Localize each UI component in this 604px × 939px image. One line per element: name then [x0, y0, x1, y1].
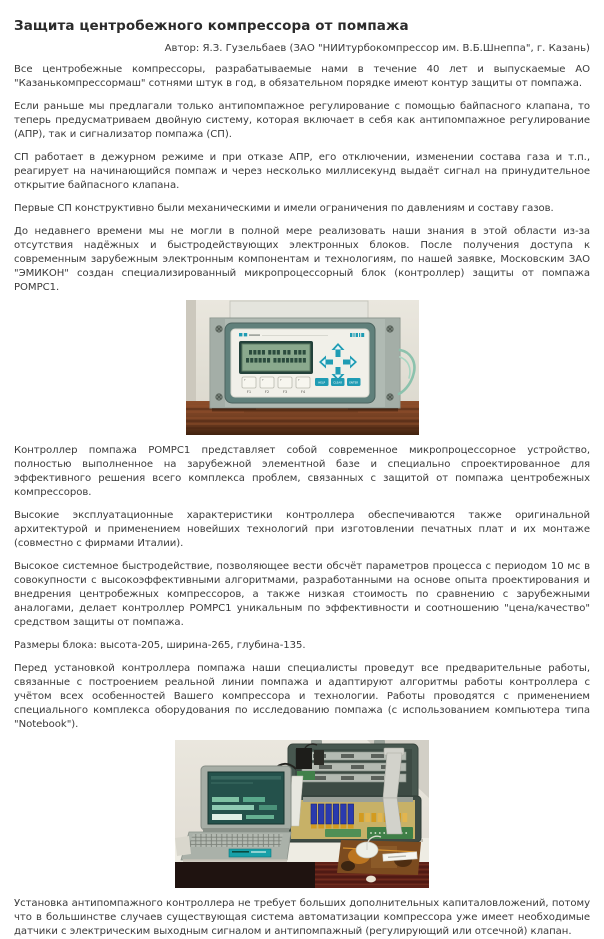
- f3-key-mark: F: [279, 378, 282, 382]
- lcd-text-row-2: [246, 358, 306, 363]
- device-shadow: [212, 408, 398, 412]
- paragraph-9: Размеры блока: высота-205, ширина-265, глубина-135.: [14, 640, 306, 651]
- lcd-display: [239, 341, 313, 374]
- paragraph-6: Контроллер помпажа POMPC1 представляет собой современное микропроцессорное устройство, полностью выполненное на зарубежной элементной базе и специально спроектированное для эффективного решения всего комплекса проблем, связанных с защитой от помпажа центробежных компрессоров.: [14, 445, 590, 498]
- page-title: Защита центробежного компрессора от помпажа: [14, 18, 409, 34]
- f4-key-mark: F: [297, 378, 300, 382]
- paragraph-1: Все центробежные компрессоры, разрабатываемые нами в течение 40 лет и выпускаемые АО "Казанькомпрессормаш" сотнями штук в год, в обязательном порядке имеют контур защиты от помпажа.: [14, 64, 590, 89]
- paragraph-2: Если раньше мы предлагали только антипомпажное регулирование с помощью байпасного клапана, то теперь предусматриваем двойную систему, которая включает в себя как антипомпажное регулирование (АПР), так и сигнализатор помпажа (СП).: [14, 101, 590, 140]
- f1-key-label: F1: [246, 390, 251, 394]
- f2-key-label: F2: [264, 390, 269, 394]
- paragraph-11: Установка антипомпажного контроллера не требует больших дополнительных капиталовложений, потому что в большинстве случаев существующая система автоматизации компрессора уже имеет необходимые датчики с электрическим выходным сигналом и антипомпажный (регулирующий или отсечной) клапан.: [14, 898, 590, 937]
- laptop-sticker: [229, 849, 271, 857]
- author-line: Автор: Я.З. Гузельбаев (ЗАО "НИИтурбокомпрессор им. В.Б.Шнеппа", г. Казань): [164, 43, 590, 54]
- f4-key-label: F4: [300, 390, 305, 394]
- paragraph-3: СП работает в дежурном режиме и при отказе АПР, его отключении, изменении состава газа и т.п., реагирует на начинающийся помпаж и через несколько миллисекунд выдаёт сигнал на принудительное открытие байпасного клапана.: [14, 152, 590, 191]
- enter-button-label: ENTER: [348, 380, 358, 385]
- notebook-photo: [175, 740, 429, 888]
- paragraph-7: Высокие эксплуатационные характеристики контроллера обеспечиваются также оригинальной архитектурой и применением новейших технологий при изготовлении печатных плат и их монтаже (совместно с фирмами Италии).: [14, 510, 590, 549]
- white-pebble: [366, 876, 376, 883]
- photo-notebook-test-complex: [175, 740, 429, 888]
- paragraph-4: Первые СП конструктивно были механическими и имели ограничения по давлениям и составу газов.: [14, 203, 554, 214]
- laptop-side-device: [175, 836, 191, 856]
- help-button-label: HELP: [317, 380, 325, 385]
- panel-corner-logo: [350, 333, 364, 337]
- f1-key-mark: F: [243, 378, 246, 382]
- f2-key-mark: F: [261, 378, 264, 382]
- clear-button-label: CLEAR: [332, 380, 342, 385]
- f3-key-label: F3: [282, 390, 287, 394]
- laptop-keyboard: [188, 834, 283, 847]
- controller-photo: [186, 300, 419, 435]
- paragraph-10: Перед установкой контроллера помпажа наши специалисты проведут все предварительные работы, связанные с построением реальной линии помпажа и адаптируют алгоритмы работы контроллера с учётом всех особенностей Вашего компрессора и технологии. Работы проводятся с применением специального комплекса оборудования по исследованию помпажа (с использованием компьютера типа "Notebook").: [14, 663, 590, 730]
- nav-buttons: [315, 378, 361, 386]
- paragraph-8: Высокое системное быстродействие, позволяющее вести обсчёт параметров процесса с периодом 10 мс в совокупности с высокоэффективными алгоритмами, разработанными на основе опыта проектирования и внедрения центробежных компрессоров, а также низкая стоимость по сравнению с зарубежными аналогами, делает контроллер POMPC1 уникальным по эффективности и соотношению "цена/качество" средством защиты от помпажа.: [14, 561, 590, 628]
- photo-surge-controller: [186, 300, 419, 435]
- paragraph-5: До недавнего времени мы не могли в полной мере реализовать наши знания в этой области из-за отсутствия надёжных и быстродействующих электронных блоков. После получения доступа к современным зарубежным электронным компонентам и технологиям, по нашей заявке, Московским ЗАО "ЭМИКОН" создан специализированный микропроцессорный блок (контроллер) защиты от помпажа POMPC1.: [14, 226, 590, 293]
